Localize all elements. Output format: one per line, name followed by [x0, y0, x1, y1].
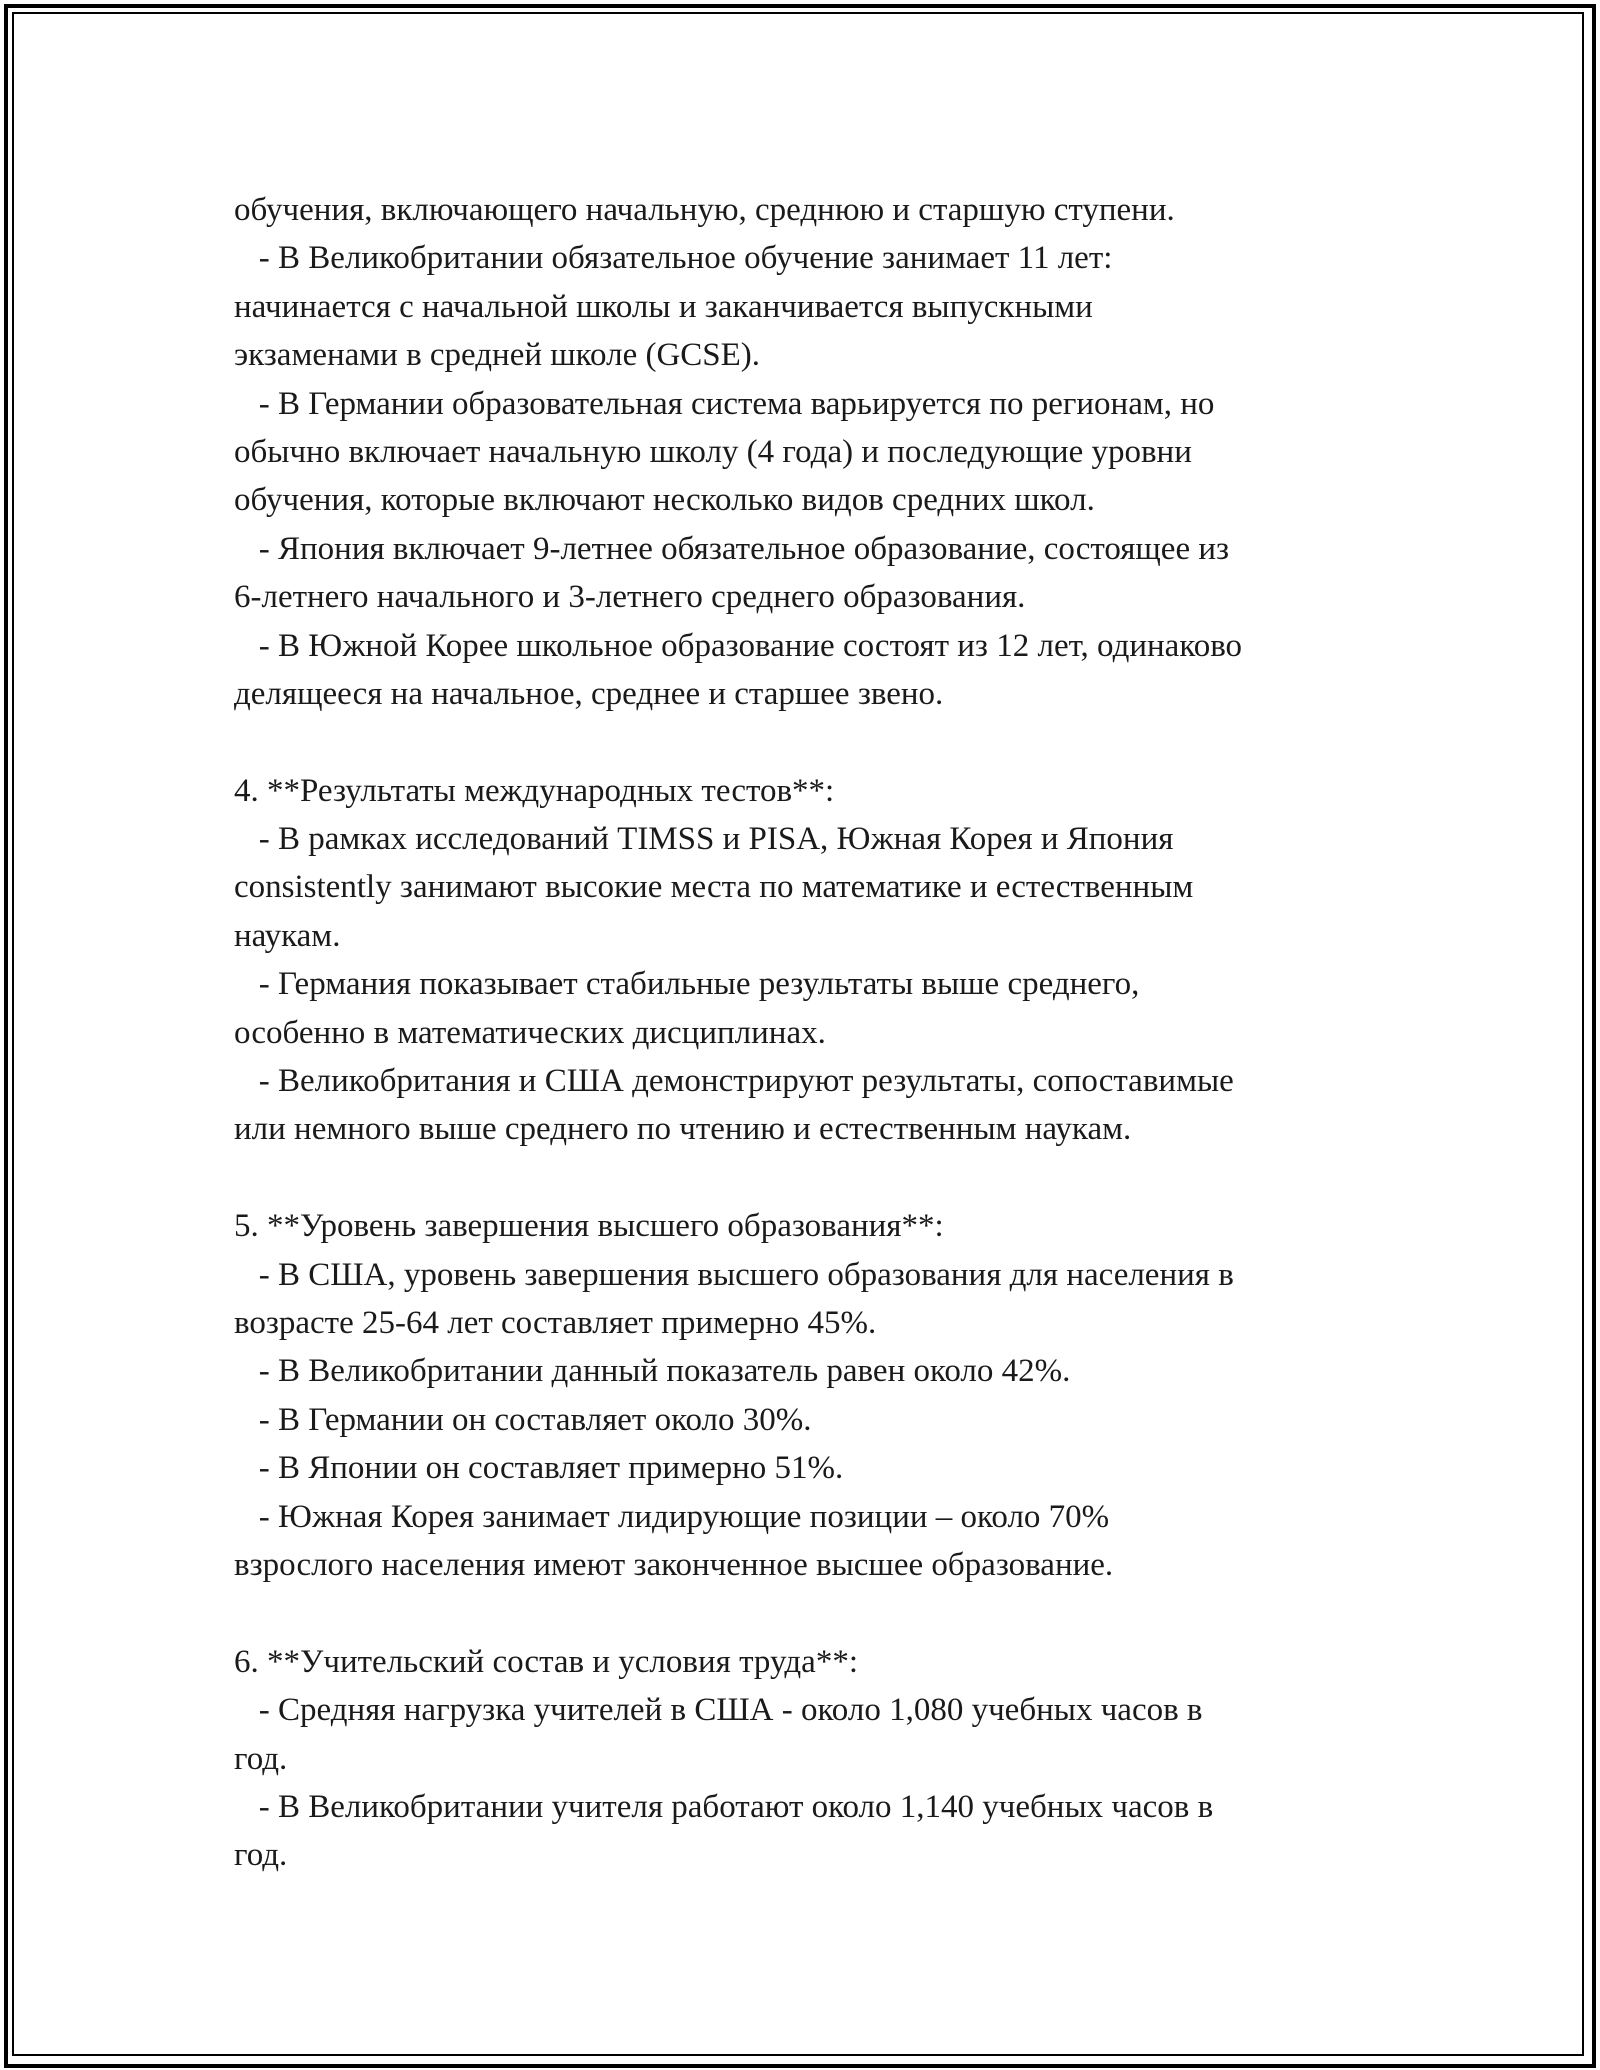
text-line: - В рамках исследований TIMSS и PISA, Южная Корея и Япония: [234, 821, 1174, 858]
blank-line: [234, 1589, 1414, 1637]
text-line: - В Японии он составляет примерно 51%.: [234, 1450, 844, 1487]
text-line: - Германия показывает стабильные результаты выше среднего,: [234, 966, 1140, 1003]
text-line: - В Великобритании учителя работают около 1,140 учебных часов в: [234, 1788, 1214, 1825]
section-heading: 4. **Результаты международных тестов**:: [234, 772, 835, 809]
document-body: [234, 186, 1414, 1880]
section-heading: 6. **Учительский состав и условия труда**:: [234, 1643, 858, 1680]
text-line: - Южная Корея занимает лидирующие позиции – около 70%: [234, 1498, 1110, 1535]
text-line: - В США, уровень завершения высшего образования для населения в: [234, 1256, 1234, 1293]
text-line: обучения, включающего начальную, среднюю и старшую ступени.: [234, 192, 1175, 228]
text-line: - В Великобритании обязательное обучение занимает 11 лет:: [234, 240, 1113, 277]
text-line: год.: [234, 1740, 288, 1777]
text-line: особенно в математических дисциплинах.: [234, 1014, 826, 1051]
text-line: или немного выше среднего по чтению и естественным наукам.: [234, 1111, 1132, 1148]
text-line: - Япония включает 9-летнее обязательное образование, состоящее из: [234, 530, 1230, 567]
text-line: делящееся на начальное, среднее и старшее звено.: [234, 675, 944, 712]
text-line: год.: [234, 1837, 288, 1874]
text-line: - В Германии он составляет около 30%.: [234, 1401, 812, 1438]
blank-line: [234, 1154, 1414, 1202]
text-line: - Средняя нагрузка учителей в США - около 1,080 учебных часов в: [234, 1692, 1203, 1729]
text-line: наукам.: [234, 917, 341, 954]
text-line: consistently занимают высокие места по математике и естественным: [234, 869, 1194, 906]
text-line: - В Южной Корее школьное образование состоят из 12 лет, одинаково: [234, 627, 1243, 664]
text-line: - В Великобритании данный показатель равен около 42%.: [234, 1353, 1071, 1390]
text-line: взрослого населения имеют законченное высшее образование.: [234, 1546, 1114, 1583]
text-line: возрасте 25-64 лет составляет примерно 45%.: [234, 1304, 877, 1341]
text-line: обучения, которые включают несколько видов средних школ.: [234, 482, 1095, 519]
blank-line: [234, 718, 1414, 766]
text-line: 6-летнего начального и 3-летнего среднего образования.: [234, 579, 1026, 616]
text-line: - Великобритания и США демонстрируют результаты, сопоставимые: [234, 1063, 1234, 1100]
text-line: - В Германии образовательная система варьируется по регионам, но: [234, 385, 1215, 422]
text-line: начинается с начальной школы и заканчивается выпускными: [234, 288, 1093, 325]
text-line: экзаменами в средней школе (GCSE).: [234, 337, 761, 374]
section-heading: 5. **Уровень завершения высшего образования**:: [234, 1208, 944, 1245]
text-line: обычно включает начальную школу (4 года) и последующие уровни: [234, 433, 1192, 470]
